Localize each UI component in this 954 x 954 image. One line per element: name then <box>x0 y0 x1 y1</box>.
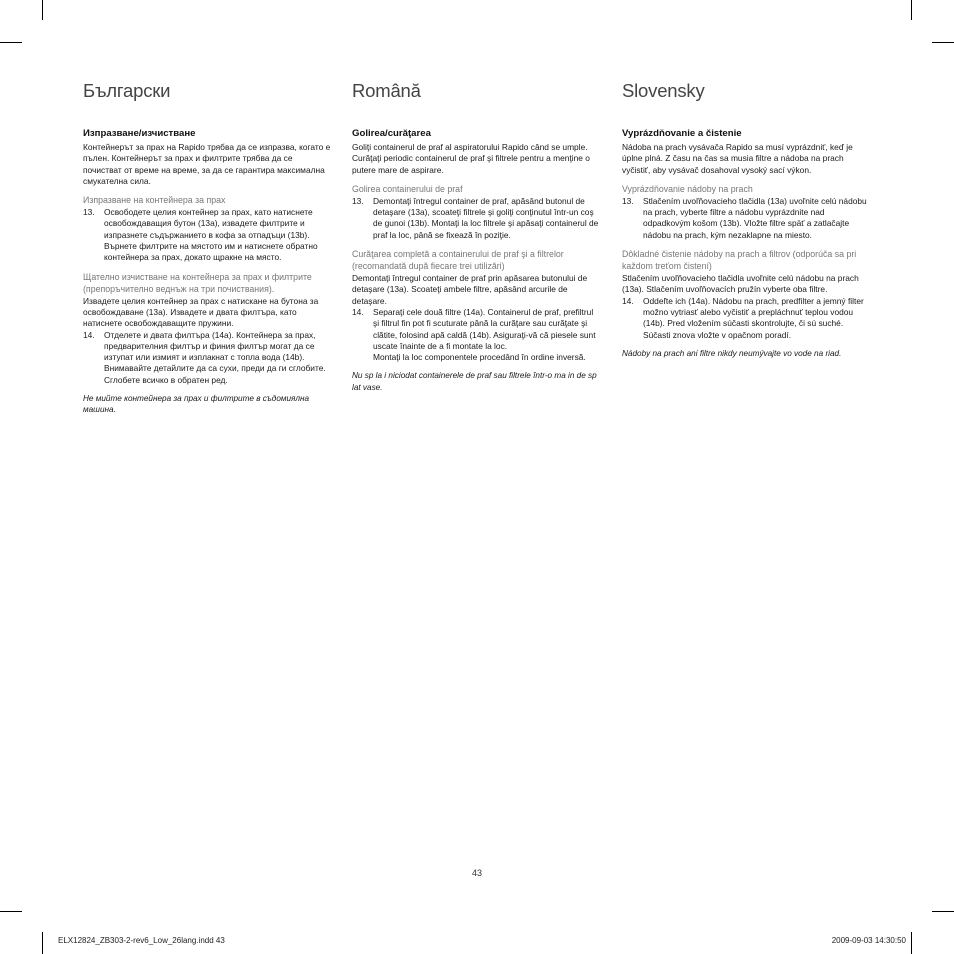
subheading: Dôkladné čistenie nádoby na prach a filtrov (odporúča sa pri každom treťom čistení) <box>622 249 857 272</box>
step-text: Отделете и двата филтъра (14a). Контейнера за прах, предварителния филтър и финия филтър могат да се изтупат или измият и изплакнат с топла вода (14b). Внимавайте детайлите да са сухи, преди да ги сглобите. <box>104 329 326 374</box>
step-number: 14. <box>352 306 364 317</box>
intro-paragraph: Goliţi containerul de praf al aspiratorului Rapido când se umple. Curăţaţi periodic containerul de praf şi filtrele pentru a menţine o putere mare de aspirare. <box>352 142 590 175</box>
crop-mark <box>911 0 912 20</box>
crop-mark <box>42 932 43 954</box>
step-item <box>622 196 870 241</box>
step-number: 14. <box>83 329 95 340</box>
subheading: Vyprázdňovanie nádoby na prach <box>622 183 753 194</box>
step-item <box>83 207 331 263</box>
language-title: Română <box>352 80 421 101</box>
crop-mark <box>0 911 22 912</box>
step-extra-text: Súčasti znova vložte v opačnom poradí. <box>643 329 792 340</box>
crop-mark <box>42 0 43 20</box>
footer-timestamp: 2009-09-03 14:30:50 <box>831 936 906 945</box>
step-item <box>352 307 600 363</box>
paragraph: Извадете целия контейнер за прах с натискане на бутона за освобождаване (13a). Извадете и двата филтъра, като натиснете освобождаващите пружини. <box>83 295 319 329</box>
column-bulgarian <box>83 80 331 416</box>
step-text: Oddeľte ich (14a). Nádobu na prach, predfilter a jemný filter možno vytriasť alebo vyčistiť a prepláchnuť teplou vodou (14b). Pred vložením súčasti skontrolujte, či sú suché. <box>643 295 864 329</box>
step-item <box>622 296 870 341</box>
step-text: Освободете целия контейнер за прах, като натиснете освобождаващия бутон (13a), извадете филтрите и изпразнете съдържанието в кофа за отпадъци (13b). Върнете филтрите на мястото им и натиснете обратно контейнера за прах, докато щракне на място. <box>104 207 318 263</box>
section-heading: Изпразване/изчистване <box>83 128 196 139</box>
step-number: 14. <box>622 295 634 306</box>
crop-mark <box>932 911 954 912</box>
subheading: Golirea containerului de praf <box>352 183 463 194</box>
column-slovak <box>622 80 870 359</box>
note: Не мийте контейнера за прах и филтрите в съдомиялна машина. <box>83 394 310 415</box>
subheading: Изпразване на контейнера за прах <box>83 195 226 206</box>
paragraph: Demontaţi întregul container de praf prin apăsarea butonului de detaşare (13a). Scoateţi ambele filtre, apăsând arcurile de detaşare. <box>352 273 588 306</box>
step-extra-text: Сглобете всичко в обратен ред. <box>104 374 228 385</box>
intro-paragraph: Nádoba na prach vysávača Rapido sa musí vyprázdniť, keď je úplne plná. Z času na čas sa musia filtre a nádoba na prach vyčistiť, aby vysávač dosahoval vysoký sací výkon. <box>622 142 853 175</box>
step-text: Demontaţi întregul container de praf, apăsând butonul de detaşare (13a), scoateţi filtrele şi goliţi conţinutul într-un coş de gunoi (13b). Montaţi la loc filtrele şi apăsaţi containerul de praf la loc, până se fixează în poziţie. <box>373 195 599 240</box>
page-number: 43 <box>471 868 482 878</box>
step-text: Stlačením uvoľňovacieho tlačidla (13a) uvoľnite celú nádobu na prach, vyberte filtre a nádobu vyprázdnite nad odpadkovým košom (13b). Vložte filtre späť a zatlačajte nádobu na prach, kým nezaklapne na miesto. <box>643 195 867 240</box>
footer-filename: ELX12824_ZB303-2-rev6_Low_26lang.indd 43 <box>58 936 225 945</box>
step-item <box>83 330 331 386</box>
section-heading: Golirea/curăţarea <box>352 128 431 139</box>
note: Nádoby na prach ani filtre nikdy neumývajte vo vode na riad. <box>622 348 842 358</box>
paragraph: Stlačením uvoľňovacieho tlačidla uvoľnite celú nádobu na prach (13a). Stlačením uvoľňovacích pružín vyberte oba filtre. <box>622 273 859 295</box>
note: Nu sp la i niciodat containerele de praf sau filtrele într-o ma in de sp lat vase. <box>352 371 597 392</box>
step-item <box>352 196 600 241</box>
crop-mark <box>932 42 954 43</box>
step-text: Separaţi cele două filtre (14a). Containerul de praf, prefiltrul şi filtrul fin pot fi scuturate până la curăţare sau curăţate şi clătite, folosind apă caldă (14b). Asiguraţi-vă că piesele sunt uscate înainte de a fi montate la loc. <box>373 306 596 351</box>
section-heading: Vyprázdňovanie a čistenie <box>622 128 742 139</box>
subheading: Curăţarea completă a containerului de praf şi a filtrelor (recomandată după fiecare trei utilizări) <box>352 249 564 272</box>
crop-mark <box>911 932 912 954</box>
language-title: Slovensky <box>622 80 705 101</box>
step-extra-text: Montaţi la loc componentele procedând în ordine inversă. <box>373 352 586 363</box>
crop-mark <box>0 42 22 43</box>
column-romanian <box>352 80 600 393</box>
subheading: Щателно изчистване на контейнера за прах и филтрите (препоръчително веднъж на три почиствания). <box>83 271 312 294</box>
intro-paragraph: Контейнерът за прах на Rapido трябва да се изпразва, когато е пълен. Контейнерът за прах и филтрите трябва да се почистват от време на време, за да се гарантира максимална смукателна сила. <box>83 142 331 186</box>
step-number: 13. <box>83 207 95 218</box>
language-title: Български <box>83 80 171 101</box>
step-number: 13. <box>352 195 364 206</box>
step-number: 13. <box>622 195 634 206</box>
